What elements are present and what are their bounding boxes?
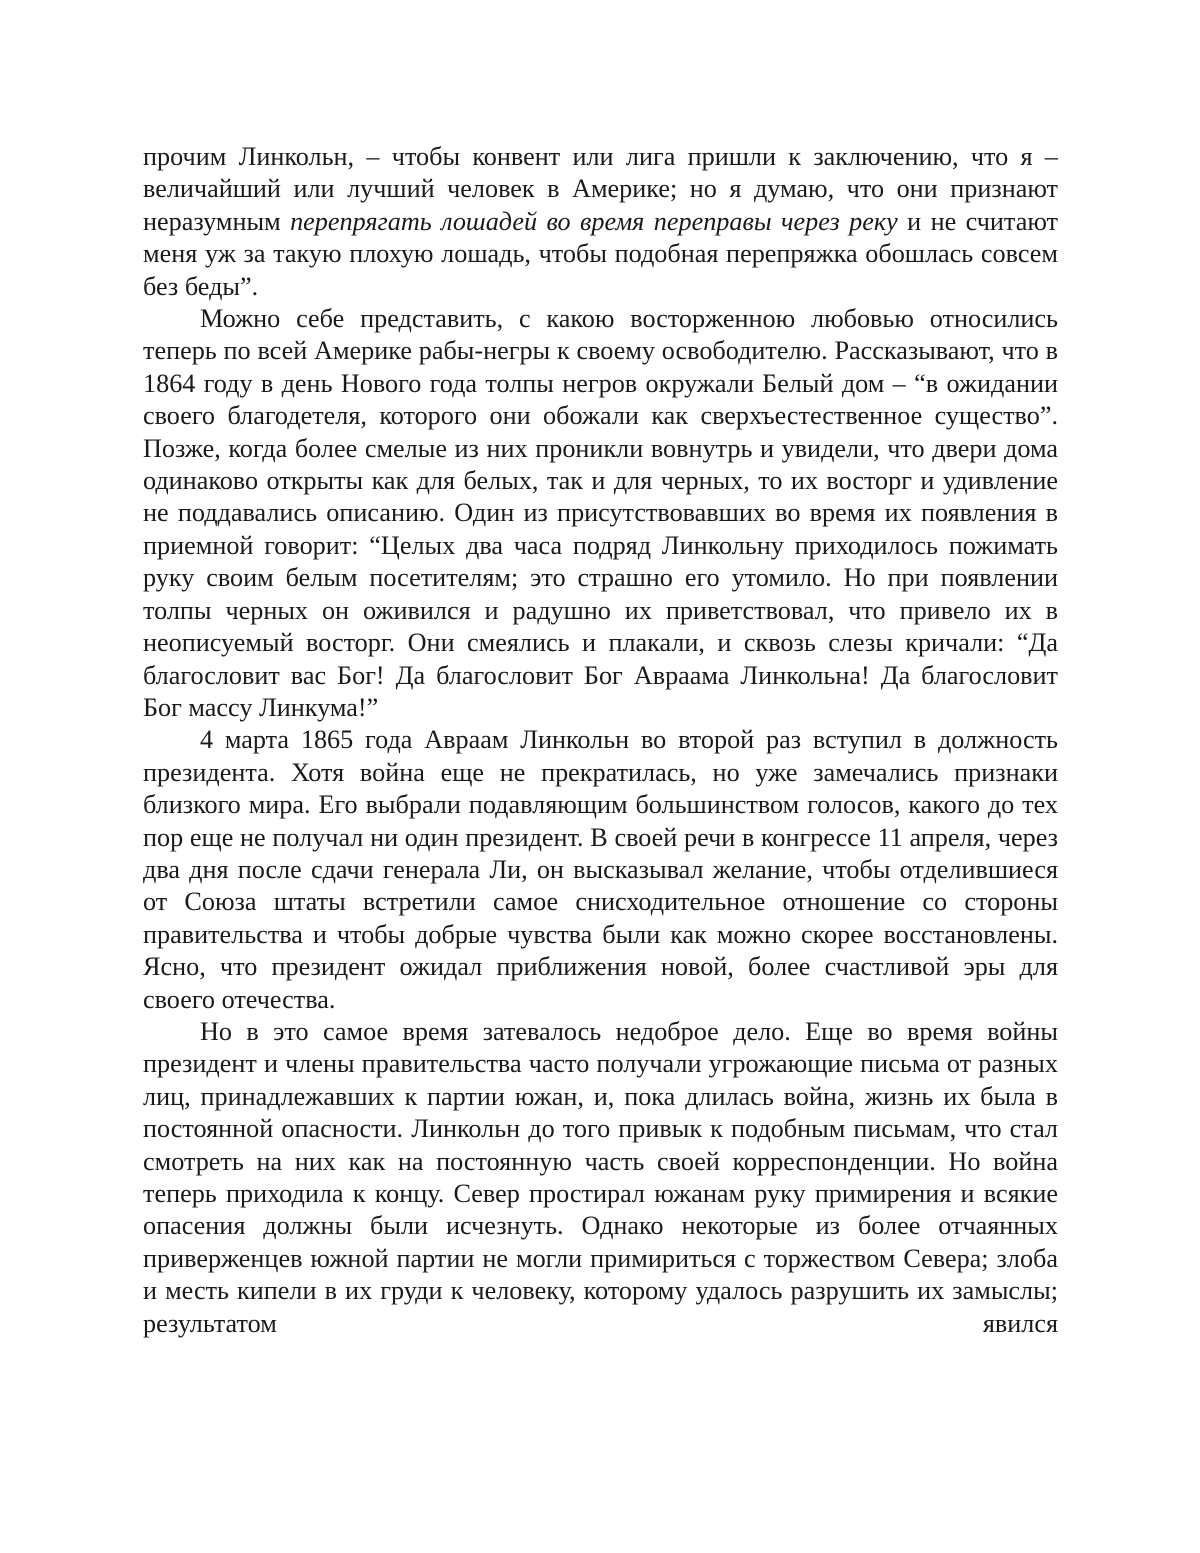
paragraph-1-italic-phrase: перепрягать лошадей во время переправы через реку xyxy=(290,206,898,236)
document-page xyxy=(143,141,1058,1340)
paragraph-1-text-b: и не считают меня уж за такую плохую лошадь, чтобы подобная перепряжка обошлась совсем без беды”. xyxy=(143,206,1058,301)
paragraph-1 xyxy=(143,141,1058,303)
paragraph-2: Можно себе представить, с какою восторженною любовью относились теперь по всей Америке рабы-негры к своему освободителю. Рассказывают, что в 1864 году в день Нового года толпы негров окружали Белый дом – “в ожидании своего благодетеля, которого они обожали как сверхъестественное существо”. Позже, когда более смелые из них проникли вовнутрь и увидели, что двери дома одинаково открыты как для белых, так и для черных, то их восторг и удивление не поддавались описанию. Один из присутствовавших во время их появления в приемной говорит: “Целых два часа подряд Линкольну приходилось пожимать руку своим белым посетителям; это страшно его утомило. Но при появлении толпы черных он оживился и радушно их приветствовал, что привело их в неописуемый восторг. Они смеялись и плакали, и сквозь слезы кричали: “Да благословит вас Бог! Да благословит Бог Авраама Линкольна! Да благословит Бог массу Линкума!” xyxy=(143,304,1058,722)
paragraph-4: Но в это самое время затевалось недоброе дело. Еще во время войны президент и члены правительства часто получали угрожающие письма от разных лиц, принадлежавших к партии южан, и, пока длилась война, жизнь их была в постоянной опасности. Линкольн до того привык к подобным письмам, что стал смотреть на них как на постоянную часть своей корреспонденции. Но война теперь приходила к концу. Север простирал южанам руку примирения и всякие опасения должны были исчезнуть. Однако некоторые из более отчаянных приверженцев южной партии не могли примириться с торжеством Севера; злоба и месть кипели в их груди к человеку, которому удалось разрушить их замыслы; результатом явился xyxy=(143,1016,1058,1338)
paragraph-3: 4 марта 1865 года Авраам Линкольн во второй раз вступил в должность президента. Хотя война еще не прекратилась, но уже замечались признаки близкого мира. Его выбрали подавляющим большинством голосов, какого до тех пор еще не получал ни один президент. В своей речи в конгрессе 11 апреля, через два дня после сдачи генерала Ли, он высказывал желание, чтобы отделившиеся от Союза штаты встретили самое снисходительное отношение со стороны правительства и чтобы добрые чувства были как можно скорее восстановлены. Ясно, что президент ожидал приближения новой, более счастливой эры для своего отечества. xyxy=(143,725,1058,1014)
paragraph-1-text-a: прочим Линкольн, – чтобы конвент или лига пришли к заключению, что я – величайший или лучший человек в Америке; но я думаю, что они признают неразумным xyxy=(143,142,1058,236)
